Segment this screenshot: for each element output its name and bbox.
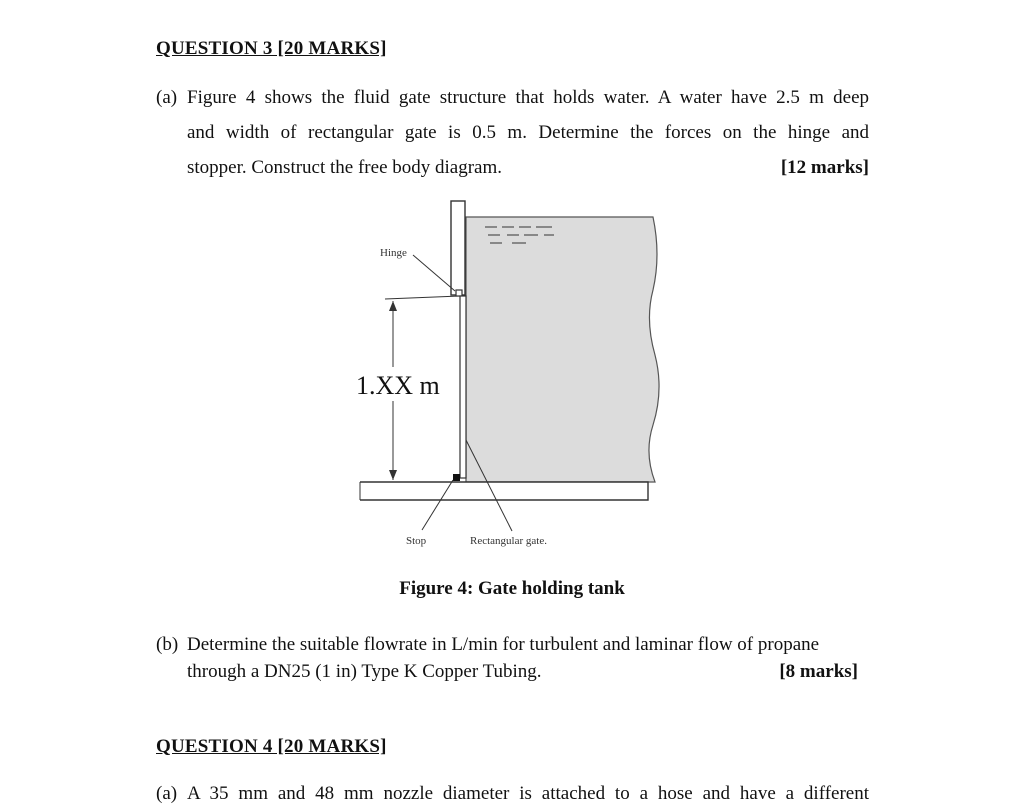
gate-label: Rectangular gate. bbox=[470, 535, 547, 547]
figure-caption: Figure 4: Gate holding tank bbox=[399, 578, 625, 599]
part-a-line-2: and width of rectangular gate is 0.5 m. Determine the forces on the hinge and bbox=[187, 122, 869, 143]
part-b-marks: [8 marks] bbox=[779, 661, 858, 682]
floor bbox=[360, 482, 648, 500]
water-body bbox=[466, 217, 659, 482]
dimension-label: 1.XX m bbox=[356, 371, 440, 400]
stop-label: Stop bbox=[406, 535, 427, 547]
hinge bbox=[456, 290, 462, 296]
hinge-leader bbox=[413, 255, 455, 291]
part-b-label: (b) bbox=[156, 634, 179, 655]
dimension-arrow-bottom bbox=[389, 470, 397, 480]
question-4-heading: QUESTION 4 [20 MARKS] bbox=[156, 736, 387, 757]
stop bbox=[453, 474, 460, 481]
q4-part-a-label: (a) bbox=[156, 783, 178, 804]
wall-post bbox=[451, 201, 465, 295]
part-a-label: (a) bbox=[156, 87, 178, 108]
part-a-line-1: Figure 4 shows the fluid gate structure that holds water. A water have 2.5 m deep bbox=[187, 87, 869, 108]
rectangular-gate bbox=[460, 296, 466, 478]
part-b-line-2: through a DN25 (1 in) Type K Copper Tubing. bbox=[187, 661, 542, 682]
question-3-heading: QUESTION 3 [20 MARKS] bbox=[156, 38, 387, 59]
part-a-marks: [12 marks] bbox=[780, 157, 869, 178]
dimension-arrow-top bbox=[389, 301, 397, 311]
hinge-label: Hinge bbox=[380, 247, 407, 259]
q4-part-a-line-1: A 35 mm and 48 mm nozzle diameter is attached to a hose and have a different bbox=[187, 783, 869, 804]
dimension-extension-top bbox=[385, 296, 460, 299]
part-a-line-3: stopper. Construct the free body diagram. bbox=[187, 157, 503, 178]
part-b-line-1: Determine the suitable flowrate in L/min for turbulent and laminar flow of propane bbox=[187, 634, 820, 655]
gate-tank-figure bbox=[340, 195, 660, 560]
